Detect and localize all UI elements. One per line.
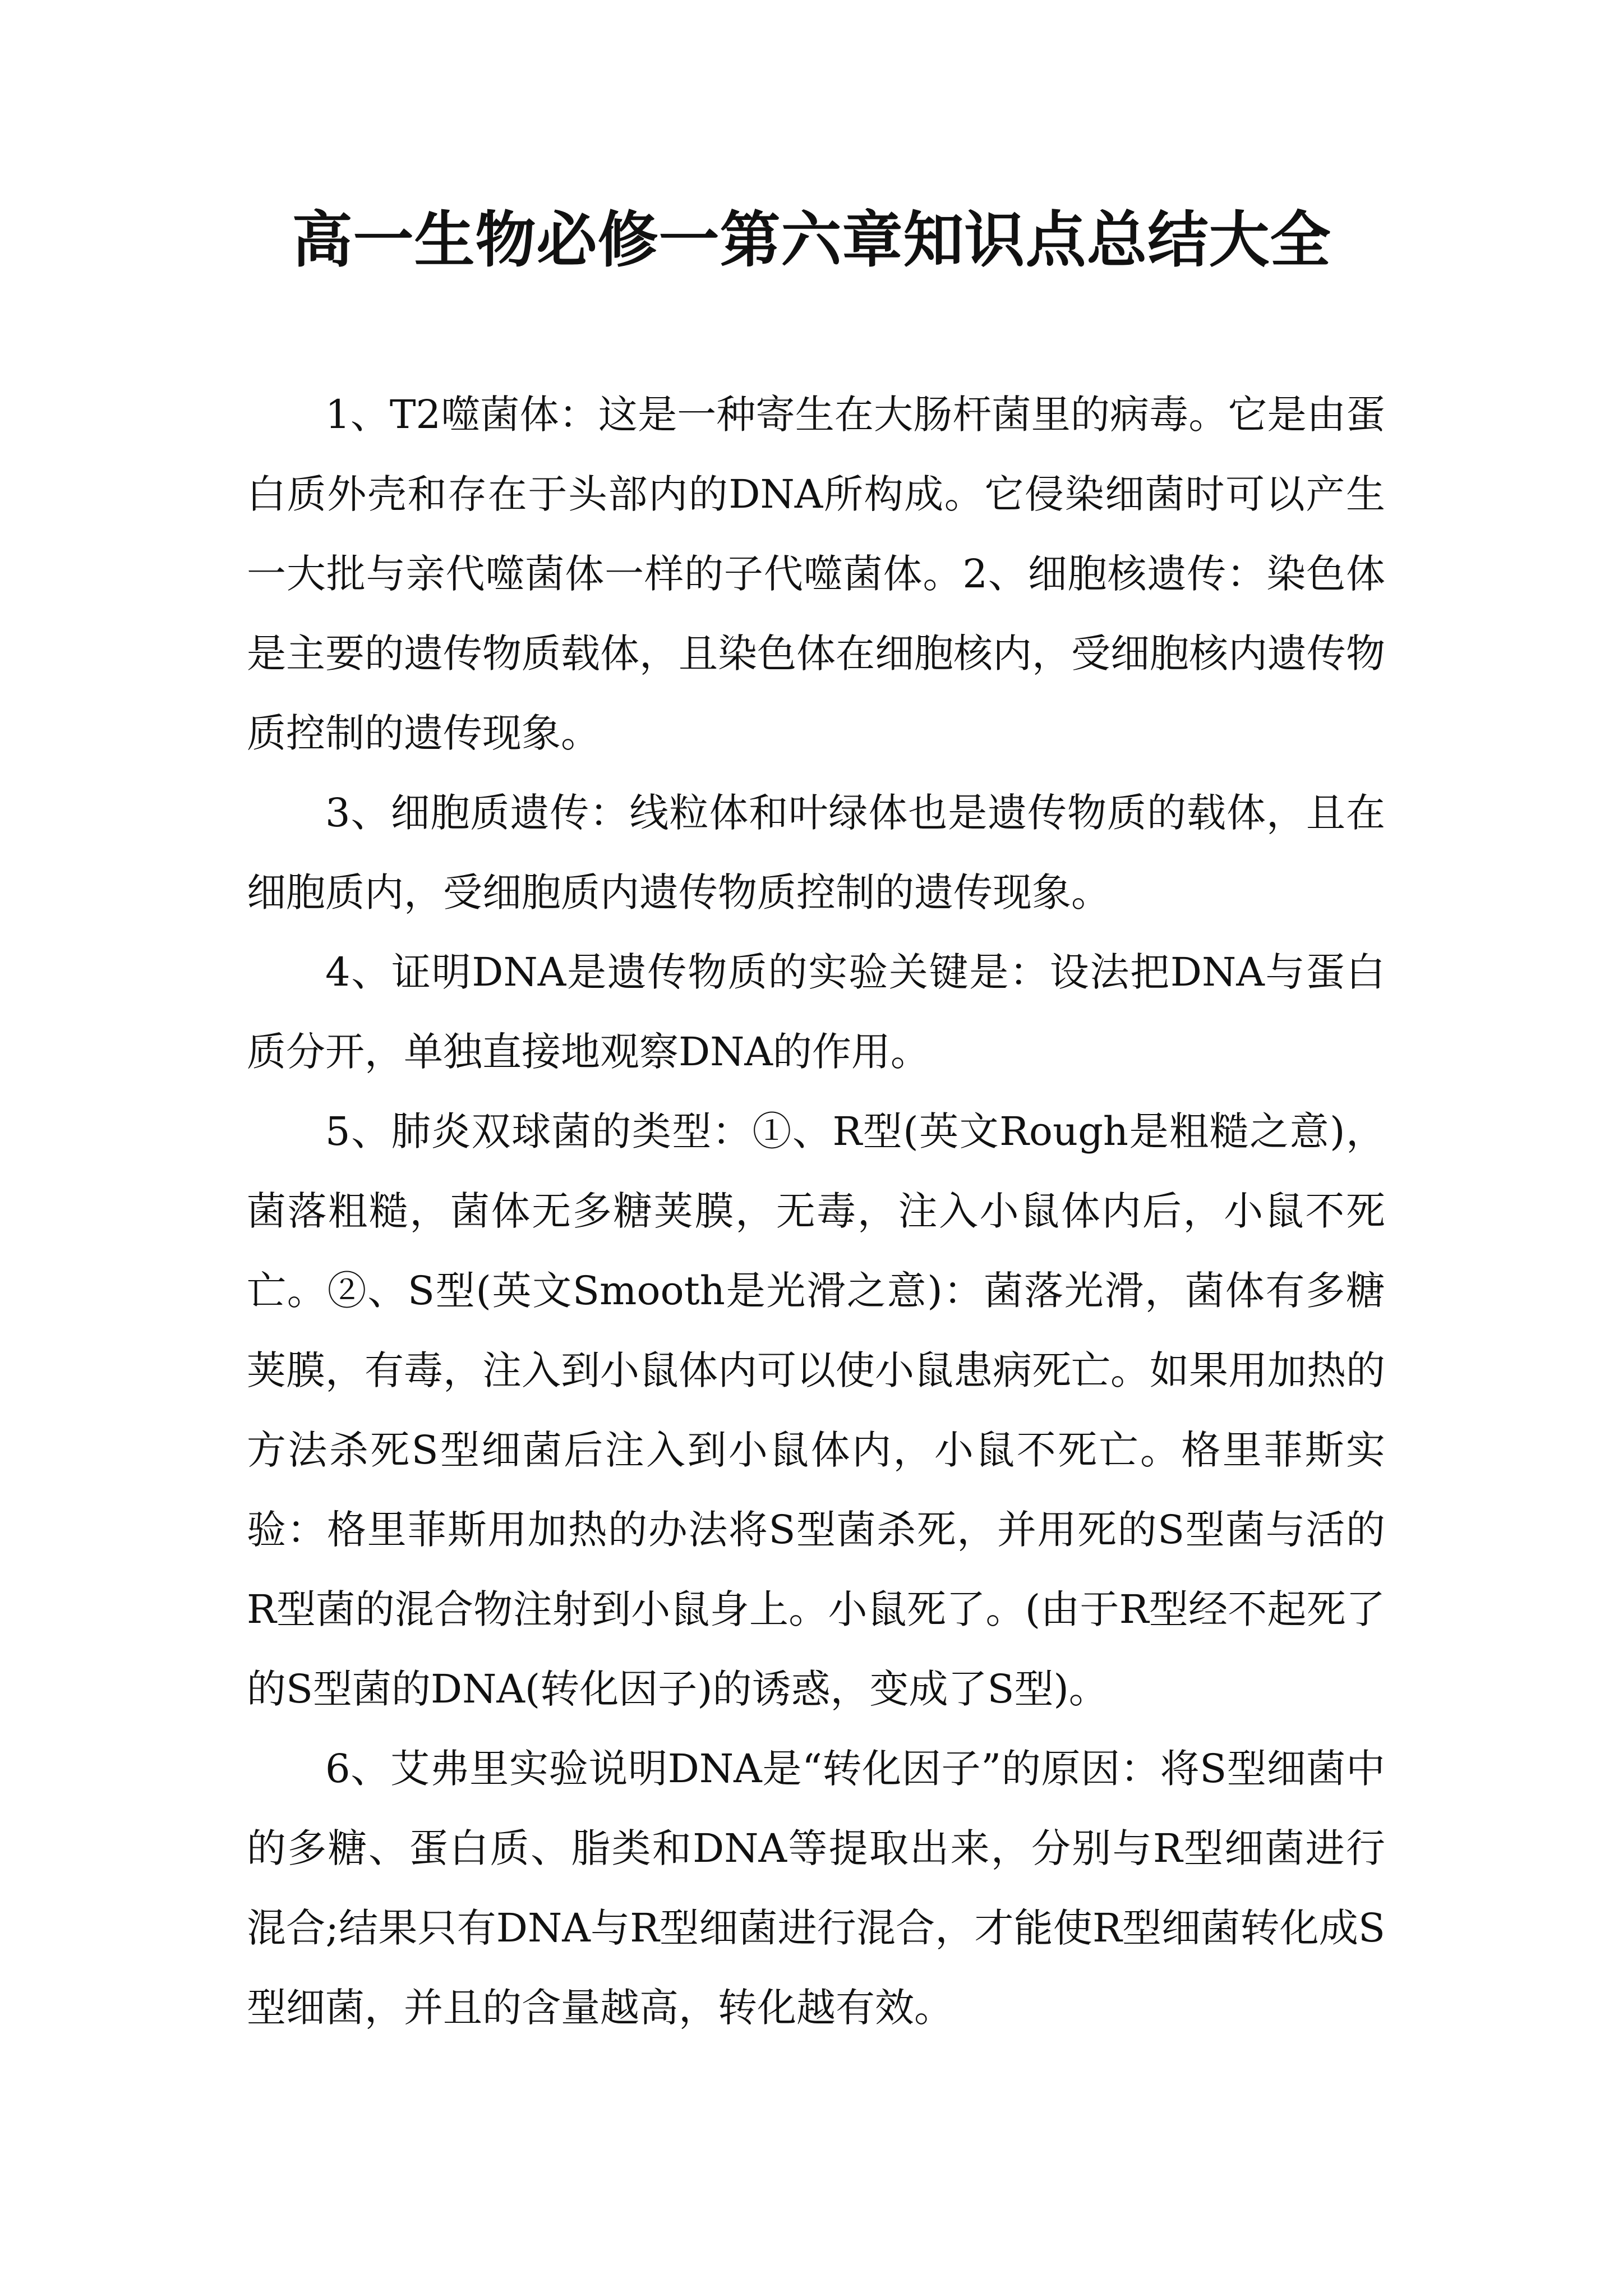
paragraph-3: 4、证明DNA是遗传物质的实验关键是：设法把DNA与蛋白质分开，单独直接地观察DNA的作用。 bbox=[247, 949, 1385, 1075]
paragraph-5: 6、艾弗里实验说明DNA是“转化因子”的原因：将S型细菌中的多糖、蛋白质、脂类和DNA等提取出来，分别与R型细菌进行混合;结果只有DNA与R型细菌进行混合，才能使R型细菌转化成S型细菌，并且的含量越高，转化越有效。 bbox=[247, 1746, 1385, 2031]
paragraph-4: 5、肺炎双球菌的类型：①、R型(英文Rough是粗糙之意)，菌落粗糙，菌体无多糖荚膜，无毒，注入小鼠体内后，小鼠不死亡。②、S型(英文Smooth是光滑之意)：菌落光滑，菌体有多糖荚膜，有毒，注入到小鼠体内可以使小鼠患病死亡。如果用加热的方法杀死S型细菌后注入到小鼠体内，小鼠不死亡。格里菲斯实验：格里菲斯用加热的办法将S型菌杀死，并用死的S型菌与活的R型菌的混合物注射到小鼠身上。小鼠死了。(由于R型经不起死了的S型菌的DNA(转化因子)的诱惑，变成了S型)。 bbox=[247, 1108, 1385, 1712]
document-body bbox=[247, 375, 1385, 2047]
paragraph-1: 1、T2噬菌体：这是一种寄生在大肠杆菌里的病毒。它是由蛋白质外壳和存在于头部内的DNA所构成。它侵染细菌时可以产生一大批与亲代噬菌体一样的子代噬菌体。2、细胞核遗传：染色体是主要的遗传物质载体，且染色体在细胞核内，受细胞核内遗传物质控制的遗传现象。 bbox=[247, 392, 1385, 756]
paragraph-2: 3、细胞质遗传：线粒体和叶绿体也是遗传物质的载体，且在细胞质内，受细胞质内遗传物质控制的遗传现象。 bbox=[247, 790, 1385, 915]
document-title: 高一生物必修一第六章知识点总结大全 bbox=[292, 205, 1331, 275]
